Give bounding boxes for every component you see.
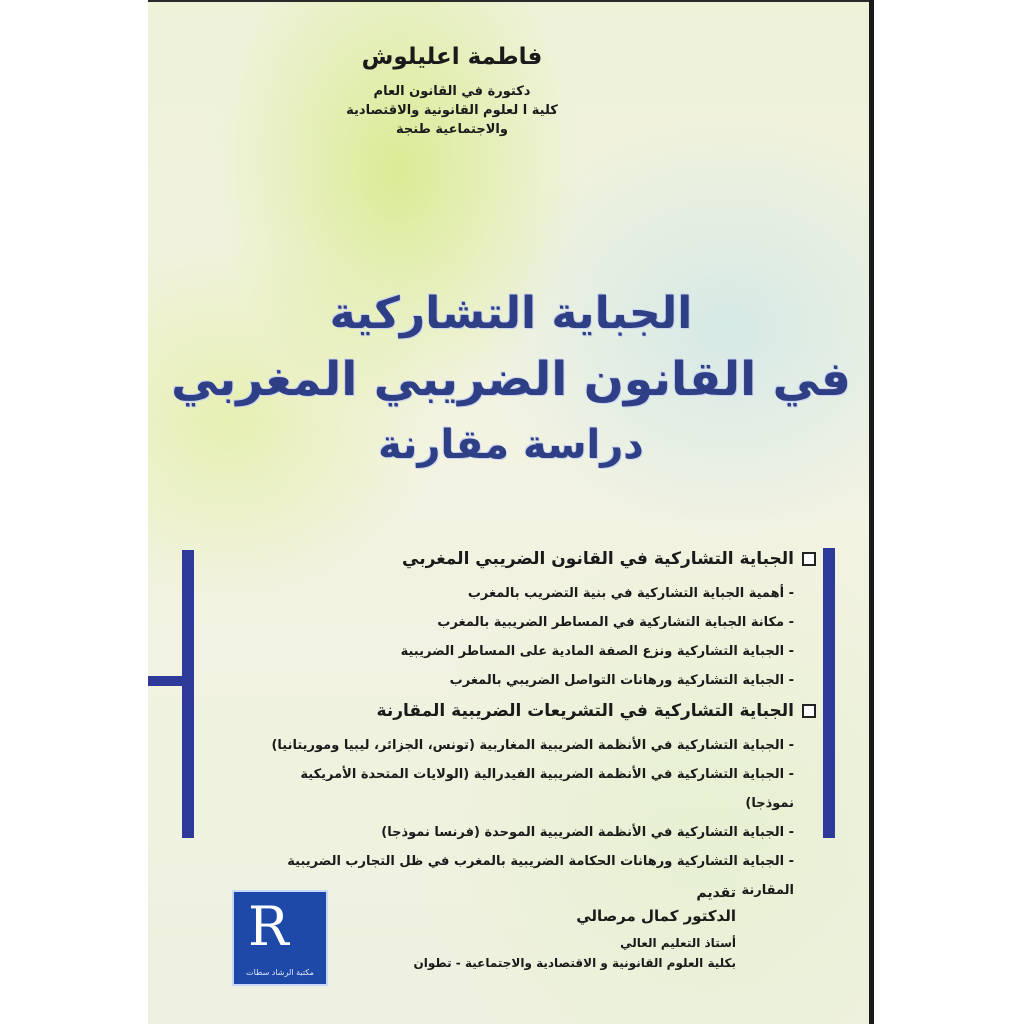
- list-item: - الجباية التشاركية في الأنظمة الضريبية الفيدرالية (الولايات المتحدة الأمريكية نموذجا): [256, 760, 816, 818]
- list-item: - الجباية التشاركية في الأنظمة الضريبية المغاربية (تونس، الجزائر، ليبيا وموريتانيا): [256, 731, 816, 760]
- title-line-1: الجباية التشاركية: [329, 288, 693, 339]
- author-name: فاطمة اعليلوش: [361, 44, 543, 70]
- section-heading: [256, 549, 816, 569]
- publisher-name: مكتبة الرشاد سطات: [246, 968, 314, 977]
- contents-list: [256, 545, 816, 905]
- cover-top-edge: [148, 0, 874, 2]
- list-item: - أهمية الجباية التشاركية في بنية التضريب بالمغرب: [256, 579, 816, 608]
- author-faculty-city: والاجتماعية طنجة: [396, 122, 508, 137]
- list-item: - الجباية التشاركية في الأنظمة الضريبية الموحدة (فرنسا نموذجا): [256, 818, 816, 847]
- foreword-label: تقديم: [696, 885, 736, 901]
- title-line-2: في القانون الضريبي المغربي: [171, 352, 851, 407]
- foreword-author-title: أستاذ التعليم العالي: [620, 936, 736, 950]
- foreword-block: [276, 885, 736, 973]
- list-item: - الجباية التشاركية ورهانات الحكامة الضريبية بالمغرب في ظل التجارب الضريبية المقارنة: [256, 847, 816, 905]
- foreword-author-faculty: بكلية العلوم القانونية و الاقتصادية والاجتماعية - تطوان: [413, 956, 736, 970]
- foreword-author: الدكتور كمال مرصالي: [576, 907, 736, 925]
- list-item: - الجباية التشاركية ونزع الصفة المادية على المساطر الضريبية: [256, 637, 816, 666]
- section-heading: [256, 701, 816, 721]
- cover-right-edge: [869, 0, 874, 1024]
- author-credential: دكتورة في القانون العام: [373, 84, 531, 99]
- publisher-logo-mark: R: [248, 895, 289, 958]
- checkbox-icon: [802, 704, 816, 718]
- decorative-bar-left-stub: [148, 676, 182, 686]
- list-item: - مكانة الجباية التشاركية في المساطر الضريبية بالمغرب: [256, 608, 816, 637]
- section-heading-text: الجباية التشاركية في القانون الضريبي المغربي: [402, 549, 794, 569]
- book-cover: [148, 0, 874, 1024]
- book-title: [148, 282, 874, 476]
- title-line-3: دراسة مقارنة: [378, 422, 644, 468]
- decorative-bar-right: [823, 548, 835, 838]
- author-block: [292, 44, 612, 139]
- author-faculty: كلية ا لعلوم القانونية والاقتصادية: [346, 103, 558, 118]
- decorative-bar-left: [182, 550, 194, 838]
- list-item: - الجباية التشاركية ورهانات التواصل الضريبي بالمغرب: [256, 666, 816, 695]
- section-heading-text: الجباية التشاركية في التشريعات الضريبية المقارنة: [376, 701, 794, 721]
- checkbox-icon: [802, 552, 816, 566]
